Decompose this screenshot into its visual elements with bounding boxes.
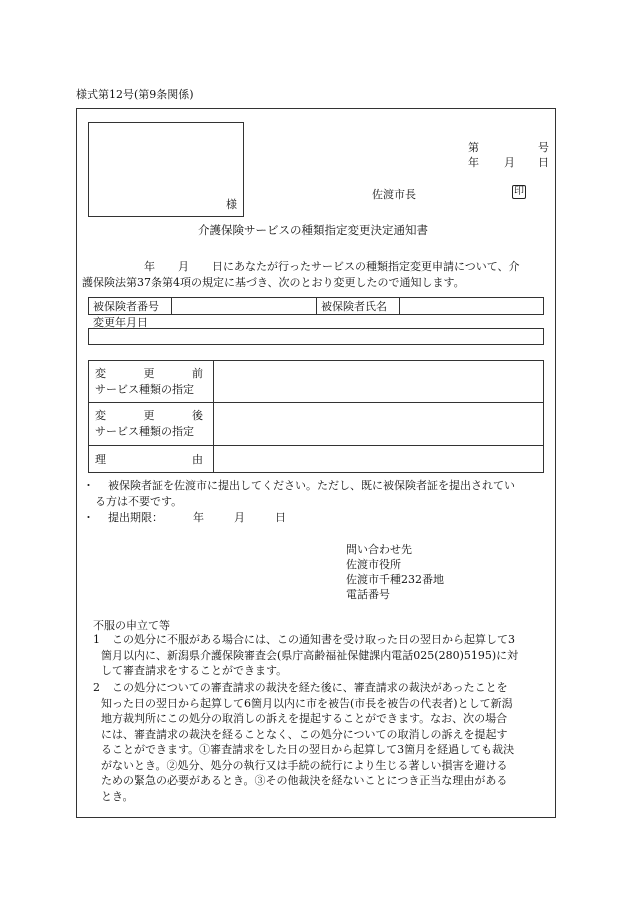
deadline-label: 提出期限：	[108, 511, 163, 524]
note-1	[83, 478, 553, 510]
deadline-month: 月	[234, 511, 245, 524]
insured-number-field[interactable]	[172, 298, 317, 315]
reason-label-cell	[89, 446, 214, 473]
deadline-year: 年	[193, 511, 204, 524]
appeal-item1-line: この処分に不服がある場合には、この通知書を受け取った日の翌日から起算して3	[112, 633, 515, 646]
before-label-1: 変 更 前	[95, 366, 203, 380]
change-date-table	[88, 328, 544, 345]
date-day: 日	[538, 156, 549, 169]
before-label-2: サービス種類の指定	[95, 382, 194, 396]
before-label-cell	[89, 361, 214, 403]
after-label-cell	[89, 403, 214, 446]
before-value-field[interactable]	[214, 361, 544, 403]
appeal-item2-line: とき。	[101, 789, 134, 803]
intro-paragraph	[82, 259, 552, 291]
doc-no-suffix: 号	[538, 141, 549, 154]
issuer: 佐渡市長	[372, 188, 416, 201]
note-bullet-2: ・	[83, 511, 94, 524]
after-value-field[interactable]	[214, 403, 544, 446]
intro-year: 年	[144, 260, 155, 273]
insured-number-label: 被保険者番号	[89, 298, 172, 315]
appeal-item2-line: ることができます。①審査請求をした日の翌日から起算して3箇月を経過しても裁決	[101, 743, 515, 756]
appeal-item2-line: この処分についての審査請求の裁決を経た後に、審査請求の裁決があったことを	[112, 681, 508, 694]
intro-month: 月	[178, 260, 189, 273]
appeal-item-1	[93, 632, 551, 679]
insured-name-label: 被保険者氏名	[317, 298, 400, 315]
contact-phone-label: 電話番号	[346, 588, 390, 601]
note-bullet-1: ・	[83, 479, 94, 492]
date-year: 年	[468, 156, 479, 169]
reason-label: 理 由	[95, 453, 203, 466]
appeal-item2-number: 2	[93, 681, 100, 694]
contact-block	[346, 542, 444, 602]
document-title: 介護保険サービスの種類指定変更決定通知書	[198, 223, 428, 237]
appeal-item2-line: には、審査請求の裁決を経ることなく、この処分についての取消しの訴えを提起す	[101, 727, 508, 741]
note1-line1: 被保険者証を佐渡市に提出してください。ただし、既に被保険者証を提出されてい	[108, 479, 515, 492]
insured-info-table	[88, 297, 544, 315]
seal-mark	[512, 184, 526, 199]
contact-heading: 問い合わせ先	[346, 543, 412, 556]
addressee-suffix: 様	[226, 198, 237, 211]
change-date-label: 変更年月日	[93, 316, 148, 329]
form-number: 様式第12号(第9条関係)	[76, 88, 194, 101]
appeal-heading: 不服の申立て等	[93, 619, 170, 632]
appeal-item2-line: ための緊急の必要があるとき。③その他裁決を経ないことにつき正当な理由がある	[101, 774, 508, 787]
reason-value-field[interactable]	[214, 446, 544, 473]
appeal-item2-line: 知った日の翌日から起算して6箇月以内に市を被告(市長を被告の代表者)として新潟	[101, 696, 513, 710]
date-month: 月	[504, 156, 515, 169]
deadline-day: 日	[275, 511, 286, 524]
after-label-1: 変 更 後	[95, 409, 203, 422]
appeal-item1-line: して審査請求をすることができます。	[101, 664, 288, 677]
doc-no-prefix: 第	[468, 141, 479, 154]
appeal-item1-number: 1	[93, 633, 100, 646]
intro-line2: 護保険法第37条第4項の規定に基づき、次のとおり変更したので通知します。	[82, 276, 465, 289]
appeal-item1-line: 箇月以内に、新潟県介護保険審査会(県庁高齢福祉保健課内電話025(280)5195)に対	[101, 648, 519, 662]
after-label-2: サービス種類の指定	[95, 425, 194, 438]
appeal-item2-line: 地方裁判所にこの処分の取消しの訴えを提起することができます。なお、次の場合	[101, 712, 508, 725]
change-table	[88, 360, 544, 473]
insured-name-field[interactable]	[400, 298, 544, 315]
contact-office: 佐渡市役所	[346, 558, 401, 571]
seal-label: 印	[514, 186, 524, 197]
appeal-item-2	[93, 680, 551, 804]
contact-address: 佐渡市千種232番地	[346, 573, 444, 586]
intro-line1-rest: 日にあなたが行ったサービスの種類指定変更申請について、介	[212, 260, 520, 273]
deadline-line	[83, 510, 286, 526]
note1-line2: る方は不要です。	[95, 495, 183, 508]
change-date-field[interactable]	[89, 329, 544, 345]
addressee-box	[88, 122, 244, 217]
appeal-item2-line: がないとき。②処分、処分の執行又は手続の続行により生じる著しい損害を避ける	[101, 758, 508, 772]
